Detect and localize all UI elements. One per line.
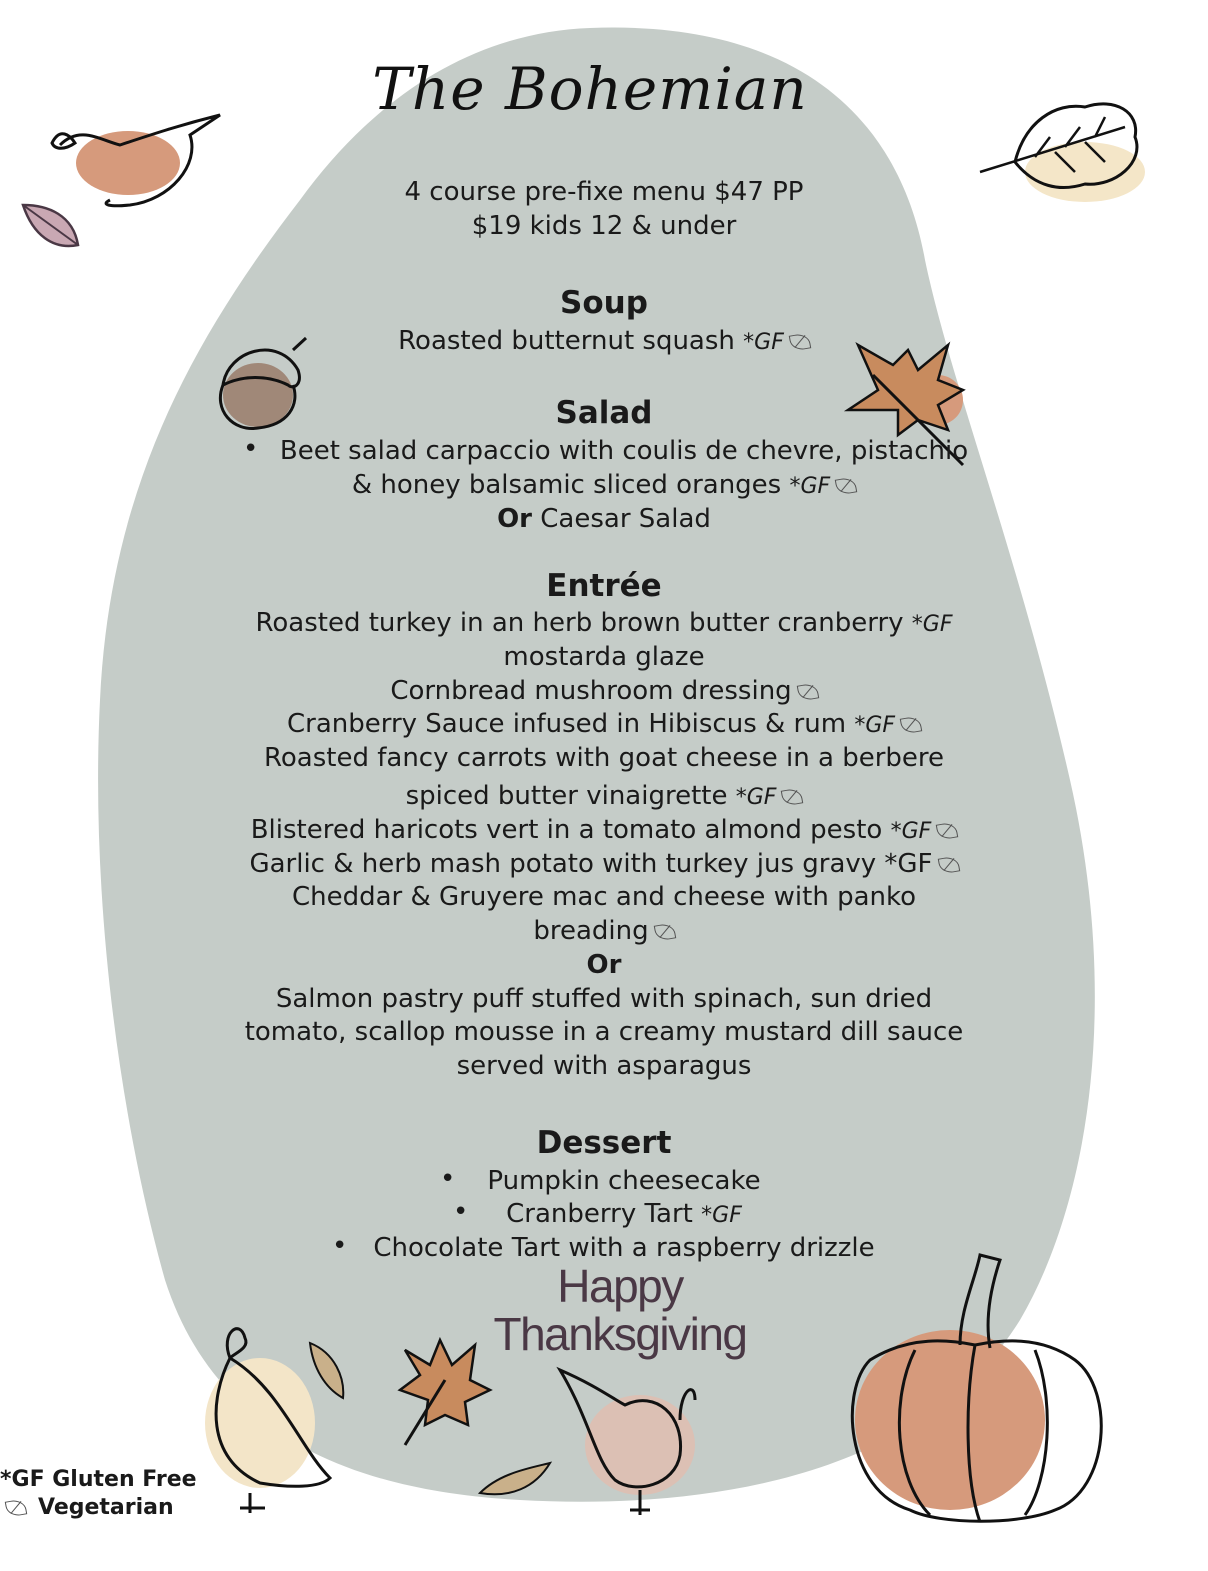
vegetarian-icon bbox=[937, 855, 959, 874]
dessert-item-2: Cranberry Tart *GF bbox=[506, 1199, 742, 1229]
entree-line-4: Cranberry Sauce infused in Hibiscus & rum *GF bbox=[0, 707, 1208, 743]
salad-item-line2: & honey balsamic sliced oranges *GF bbox=[0, 468, 1208, 504]
entree-line-8: Garlic & herb mash potato with turkey jus gravy *GF bbox=[0, 847, 1208, 881]
bullet-icon: • bbox=[440, 1164, 456, 1194]
legend bbox=[0, 1466, 197, 1522]
maple-leaf-bottom-icon bbox=[390, 1330, 495, 1450]
bullet-icon: • bbox=[332, 1231, 348, 1261]
bullet-icon: • bbox=[243, 434, 259, 464]
entree-salmon-1: Salmon pastry puff stuffed with spinach, sun dried bbox=[275, 984, 933, 1014]
bird-bottom-center-icon bbox=[555, 1360, 700, 1520]
dessert-heading: Dessert bbox=[536, 1125, 672, 1161]
legend-gluten-free: *GF Gluten Free bbox=[0, 1467, 197, 1492]
bullet-icon: • bbox=[453, 1197, 469, 1227]
entree-or: Or bbox=[586, 950, 622, 980]
pumpkin-icon bbox=[840, 1250, 1110, 1530]
salad-alt: Or Caesar Salad bbox=[497, 504, 711, 534]
entree-line-1: Roasted turkey in an herb brown butter cranberry *GF bbox=[255, 608, 953, 638]
vegetarian-icon bbox=[796, 682, 818, 701]
soup-item: Roasted butternut squash *GF bbox=[0, 324, 1208, 360]
vegetarian-icon bbox=[653, 922, 675, 941]
pricing-kids: $19 kids 12 & under bbox=[471, 211, 737, 241]
vegetarian-icon bbox=[789, 332, 811, 351]
entree-line-6: spiced butter vinaigrette *GF bbox=[0, 779, 1208, 815]
thanksgiving-greeting bbox=[490, 1262, 750, 1358]
pricing-adult: 4 course pre-fixe menu $47 PP bbox=[404, 177, 804, 207]
entree-line-9: Cheddar & Gruyere mac and cheese with panko bbox=[291, 882, 917, 912]
vegetarian-icon bbox=[835, 476, 857, 495]
entree-line-10: breading bbox=[0, 914, 1208, 948]
entree-salmon-3: served with asparagus bbox=[456, 1051, 752, 1081]
salad-heading: Salad bbox=[555, 395, 653, 431]
feather-leaf-icon bbox=[305, 1338, 350, 1403]
entree-line-3: Cornbread mushroom dressing bbox=[0, 674, 1208, 708]
soup-heading: Soup bbox=[560, 285, 648, 321]
entree-salmon-2: tomato, scallop mousse in a creamy mustard dill sauce bbox=[244, 1017, 964, 1047]
vegetarian-icon bbox=[5, 1498, 27, 1517]
entree-heading: Entrée bbox=[546, 568, 662, 604]
salad-item-line1: Beet salad carpaccio with coulis de chevre, pistachio bbox=[279, 436, 969, 466]
dessert-item-3: Chocolate Tart with a raspberry drizzle bbox=[373, 1233, 875, 1263]
entree-line-5: Roasted fancy carrots with goat cheese in a berbere bbox=[263, 743, 944, 773]
restaurant-name: The Bohemian bbox=[372, 55, 808, 123]
greeting-line-2: Thanksgiving bbox=[493, 1308, 747, 1360]
vegetarian-icon bbox=[936, 821, 958, 840]
leaf-bottom-center-icon bbox=[475, 1458, 555, 1503]
vegetarian-icon bbox=[900, 715, 922, 734]
greeting-line-1: Happy bbox=[557, 1260, 683, 1312]
dessert-item-1: Pumpkin cheesecake bbox=[487, 1166, 761, 1196]
vegetarian-icon bbox=[781, 787, 803, 806]
legend-vegetarian: Vegetarian bbox=[0, 1494, 197, 1522]
entree-line-2: mostarda glaze bbox=[503, 642, 705, 672]
entree-line-7: Blistered haricots vert in a tomato almond pesto *GF bbox=[0, 813, 1208, 849]
